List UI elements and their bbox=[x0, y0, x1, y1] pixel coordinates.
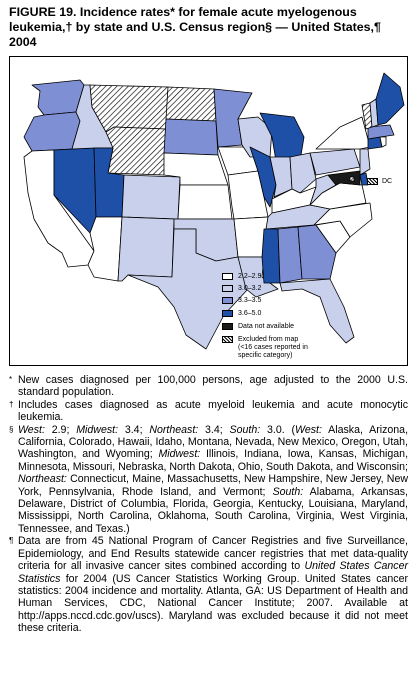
state-co bbox=[122, 175, 180, 219]
state-ms bbox=[262, 229, 280, 283]
legend-swatch-5 bbox=[222, 323, 233, 330]
region-south-label: South: bbox=[229, 423, 261, 436]
state-mt bbox=[90, 85, 168, 132]
footnote-aml bbox=[9, 399, 408, 424]
legend-label-6-line-2: (<16 cases reported in bbox=[238, 344, 308, 351]
legend-label-6-line-3: specific category) bbox=[238, 352, 293, 359]
legend-label-6-line-1: Excluded from map bbox=[238, 336, 299, 343]
region-south-value: 3.0. ( bbox=[260, 423, 296, 436]
region-midwest-label: Midwest: bbox=[76, 423, 119, 436]
legend-swatch-1 bbox=[222, 273, 233, 280]
legend-swatch-4 bbox=[222, 310, 233, 317]
footnote-rate-text: New cases diagnosed per 100,000 persons, age adjusted to the 2000 U.S. standard population. bbox=[18, 374, 408, 399]
footnote-source-italic: United States Cancer Statistics bbox=[18, 560, 408, 585]
footnote-source-text-a: Data are from 45 National Program of Cancer Registries and five Surveillance, Epidemiology, and End Results statewide cancer registries that met data-quality criteria for all invasive cancer sites combined according to bbox=[18, 535, 408, 573]
legend-label-5: Data not available bbox=[238, 323, 295, 330]
region-northeast-states: Connecticut, Maine, Massachusetts, New Hampshire, New Jersey, New York, Pennsylvania, Rhode Island, and Vermont; bbox=[18, 473, 408, 498]
title-line-3: 2004 bbox=[9, 35, 37, 49]
region-west-states-label: West: bbox=[295, 423, 322, 436]
legend-swatch-2 bbox=[222, 285, 233, 292]
title-line-1: FIGURE 19. Incidence rates* for female acute myelogenous bbox=[9, 5, 357, 19]
region-south-states-label: South: bbox=[272, 485, 304, 498]
region-northeast-states-label: Northeast: bbox=[18, 473, 67, 486]
region-west-value: 2.9; bbox=[44, 423, 77, 436]
dc-label: DC bbox=[382, 178, 393, 185]
title-line-2: leukemia,† by state and U.S. Census region§ — United States,¶ bbox=[9, 20, 381, 34]
footnote-source-text-b: for 2004 (US Cancer Statistics Working Group. United States cancer statistics: 2004 incidence and mortality. Atlanta, GA: US Department of Health and Human Services, CDC, National Cancer Institute; 2007. Available at http://apps.nccd.cdc.gov/uscs). Maryland was excluded because it did not meet these criteria. bbox=[18, 572, 408, 635]
footnotes bbox=[9, 374, 408, 635]
footnote-rate-mark: * bbox=[9, 375, 13, 384]
region-midwest-value: 3.4; bbox=[118, 423, 150, 436]
region-midwest-states-label: Midwest: bbox=[158, 448, 201, 461]
state-me bbox=[376, 73, 404, 125]
region-northeast-value: 3.4; bbox=[198, 423, 230, 436]
state-nm bbox=[118, 217, 174, 281]
state-ks bbox=[178, 185, 232, 219]
footnote-aml-mark: † bbox=[9, 399, 14, 409]
dc-swatch bbox=[367, 178, 378, 185]
footnote-rate bbox=[9, 374, 408, 399]
footnote-source-mark: ¶ bbox=[9, 536, 14, 546]
region-west-label: West: bbox=[18, 423, 45, 436]
legend-swatch-3 bbox=[222, 297, 233, 304]
state-dc bbox=[350, 177, 354, 181]
footnote-regions bbox=[9, 424, 408, 536]
legend-swatch-6 bbox=[222, 336, 233, 343]
state-az bbox=[88, 217, 122, 281]
region-south-states: Alabama, Arkansas, Delaware, District of Columbia, Florida, Georgia, Kentucky, Louisiana, Maryland, Mississippi, North Carolina, Oklahoma, South Carolina, Virginia, West Virginia, Tennessee, and Texas.) bbox=[18, 485, 409, 535]
state-wa bbox=[32, 80, 84, 115]
state-pa bbox=[310, 149, 360, 175]
state-nj bbox=[360, 149, 370, 175]
footnote-source bbox=[9, 535, 408, 634]
state-fl bbox=[280, 279, 354, 343]
footnote-aml-text: Includes cases diagnosed as acute myeloid leukemia and acute monocytic leukemia. bbox=[18, 398, 408, 424]
us-choropleth-map bbox=[10, 57, 407, 365]
region-midwest-states: Illinois, Indiana, Iowa, Kansas, Michigan, Minnesota, Missouri, Nebraska, North Dakota, Ohio, South Dakota, and Wisconsin; bbox=[18, 448, 409, 473]
footnote-regions-mark: § bbox=[9, 424, 14, 434]
state-wy bbox=[106, 127, 166, 175]
figure-title bbox=[9, 5, 409, 50]
state-or bbox=[24, 112, 80, 151]
legend-label-6 bbox=[238, 336, 308, 360]
state-nd bbox=[166, 87, 216, 121]
legend-label-3: 3.3–3.5 bbox=[238, 297, 262, 304]
legend-label-4: 3.6–5.0 bbox=[238, 310, 262, 317]
state-ny bbox=[316, 117, 370, 149]
region-west-states: Alaska, Arizona, California, Colorado, Hawaii, Idaho, Montana, Nevada, New Mexico, Oregon, Utah, Washington, and Wyoming; bbox=[18, 423, 409, 461]
state-sd bbox=[164, 119, 218, 155]
legend-label-2: 3.0–3.2 bbox=[238, 285, 262, 292]
map-frame bbox=[9, 56, 408, 366]
legend-label-1: 2.2–2.9 bbox=[238, 273, 262, 280]
region-northeast-label: Northeast: bbox=[149, 423, 199, 436]
